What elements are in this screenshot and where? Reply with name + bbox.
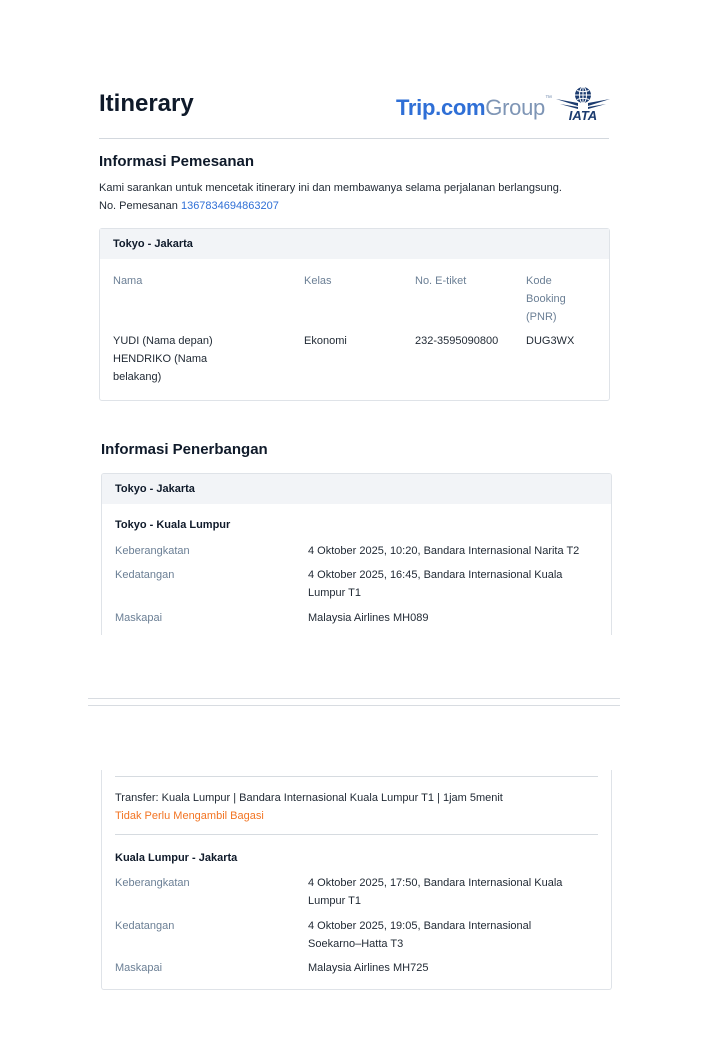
col-pnr-header: Kode Booking (PNR) bbox=[526, 275, 566, 323]
flight-card-part1 bbox=[101, 473, 612, 635]
page-break-line bbox=[88, 705, 620, 706]
segment-1-arrival: 4 Oktober 2025, 16:45, Bandara Internasional Kuala Lumpur T1 bbox=[308, 569, 563, 599]
segment-2-airline-label: Maskapai bbox=[115, 962, 163, 974]
transfer-info: Transfer: Kuala Lumpur | Bandara Internasional Kuala Lumpur T1 | 1jam 5menit bbox=[115, 792, 503, 804]
passenger-name: YUDI (Nama depan) HENDRIKO (Nama belakang) bbox=[113, 335, 213, 383]
print-note: Kami sarankan untuk mencetak itinerary ini dan membawanya selama perjalanan berlangsung. bbox=[99, 182, 562, 194]
booking-info-heading: Informasi Pemesanan bbox=[99, 153, 255, 170]
page-break-line bbox=[88, 698, 620, 699]
segment-2-arrival-label: Kedatangan bbox=[115, 920, 175, 932]
col-ticket-header: No. E-tiket bbox=[415, 275, 467, 287]
booking-number-link[interactable]: 1367834694863207 bbox=[180, 200, 279, 212]
segment-1-airline: Malaysia Airlines MH089 bbox=[308, 612, 429, 624]
segment-2-title: Kuala Lumpur - Jakarta bbox=[115, 852, 238, 864]
segment-1-title: Tokyo - Kuala Lumpur bbox=[115, 519, 231, 531]
col-name-header: Nama bbox=[113, 275, 143, 287]
passenger-card bbox=[99, 228, 610, 401]
pnr-code: DUG3WX bbox=[526, 335, 575, 347]
header-divider bbox=[99, 138, 609, 139]
iata-logo-icon bbox=[556, 86, 610, 122]
eticket-number: 232-3595090800 bbox=[415, 335, 499, 347]
col-class-header: Kelas bbox=[304, 275, 332, 287]
segment-1-departure-label: Keberangkatan bbox=[115, 545, 190, 557]
segment-1-departure: 4 Oktober 2025, 10:20, Bandara Internasional Narita T2 bbox=[308, 545, 580, 557]
booking-number bbox=[99, 197, 279, 215]
passenger-class: Ekonomi bbox=[304, 335, 347, 347]
baggage-note: Tidak Perlu Mengambil Bagasi bbox=[115, 810, 264, 822]
booking-number-label: No. Pemesanan bbox=[99, 200, 178, 212]
segment-2-airline: Malaysia Airlines MH725 bbox=[308, 962, 429, 974]
flight-info-heading: Informasi Penerbangan bbox=[101, 441, 268, 458]
segment-2-departure-label: Keberangkatan bbox=[115, 877, 190, 889]
segment-1-airline-label: Maskapai bbox=[115, 612, 163, 624]
segment-1-arrival-label: Kedatangan bbox=[115, 569, 175, 581]
flight-card-route: Tokyo - Jakarta bbox=[102, 474, 611, 504]
trip-logo-group: Group bbox=[485, 95, 545, 120]
segment-2-arrival: 4 Oktober 2025, 19:05, Bandara Internasional Soekarno–Hatta T3 bbox=[308, 920, 532, 950]
flight-card-part2 bbox=[101, 770, 612, 990]
page-title: Itinerary bbox=[99, 90, 194, 117]
transfer-top-divider bbox=[115, 776, 598, 777]
segment-2-departure: 4 Oktober 2025, 17:50, Bandara Internasional Kuala Lumpur T1 bbox=[308, 877, 563, 907]
trip-logo-tm: ™ bbox=[544, 95, 552, 102]
trip-com-group-logo bbox=[396, 95, 552, 121]
passenger-card-route: Tokyo - Jakarta bbox=[100, 229, 609, 259]
trip-logo-brand: Trip.com bbox=[396, 95, 486, 120]
iata-logo-text: IATA bbox=[568, 108, 598, 122]
transfer-bottom-divider bbox=[115, 834, 598, 835]
